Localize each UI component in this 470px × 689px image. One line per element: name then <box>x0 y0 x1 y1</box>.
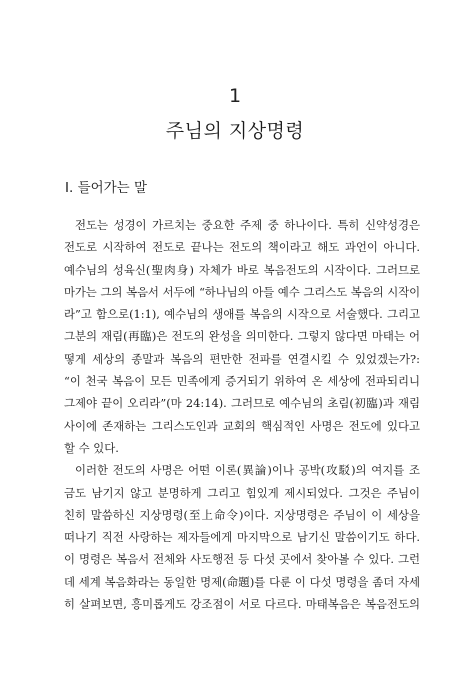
text-line: 전도는 성경이 가르치는 중요한 주제 중 하나이다. 특히 신약성경은 <box>75 218 420 232</box>
section-heading: I. 들어가는 말 <box>65 180 148 196</box>
text-line: 떠나기 직전 사랑하는 제자들에게 마지막으로 남기신 말씀이기도 하다. <box>64 530 420 545</box>
text-line: 사이에 존재하는 그리스도인과 교회의 핵심적인 사명은 전도에 있다고 <box>64 418 420 433</box>
text-line: 전도로 시작하여 전도로 끝나는 전도의 책이라고 해도 과언이 아니다. <box>64 240 420 255</box>
chapter-number: 1 <box>228 85 242 107</box>
chapter-title: 주님의 지상명령 <box>165 120 305 142</box>
text-line: 금도 남기지 않고 분명하게 그리고 힘있게 제시되었다. 그것은 주님이 <box>64 485 420 500</box>
text-line: “이 천국 복음이 모든 민족에게 증거되기 위하여 온 세상에 전파되리니 <box>64 374 420 389</box>
text-line: 예수님의 성육신(聖肉身) 자체가 바로 복음전도의 시작이다. 그러므로 <box>64 262 420 277</box>
text-line: 라”고 함으로(1:1), 예수님의 생애를 복음의 시작으로 서술했다. 그리고 <box>64 307 420 322</box>
text-line: 데 세계 복음화라는 동일한 명제(命題)를 다룬 이 다섯 명령을 좀더 자세 <box>64 574 420 589</box>
text-line: 이 명령은 복음서 전체와 사도행전 등 다섯 곳에서 찾아볼 수 있다. 그런 <box>64 552 420 567</box>
text-line: 할 수 있다. <box>64 440 119 455</box>
text-line: 그분의 재림(再臨)은 전도의 완성을 의미한다. 그렇지 않다면 마태는 어 <box>64 329 420 344</box>
text-line: 그제야 끝이 오리라”(마 24:14). 그러므로 예수님의 초림(初臨)과 재림 <box>64 396 420 411</box>
text-line: 친히 말씀하신 지상명령(至上命令)이다. 지상명령은 주님이 이 세상을 <box>64 507 420 522</box>
text-line: 떻게 세상의 종말과 복음의 편만한 전파를 연결시킬 수 있었겠는가?: <box>64 351 420 366</box>
body-text <box>64 214 420 615</box>
text-line: 히 살펴보면, 흥미롭게도 강조점이 서로 다르다. 마태복음은 복음전도의 <box>64 597 420 612</box>
text-line: 마가는 그의 복음서 서두에 “하나님의 아들 예수 그리스도 복음의 시작이 <box>64 284 420 299</box>
text-line: 이러한 전도의 사명은 어떤 이론(異論)이나 공박(攻駁)의 여지를 조 <box>75 463 420 478</box>
